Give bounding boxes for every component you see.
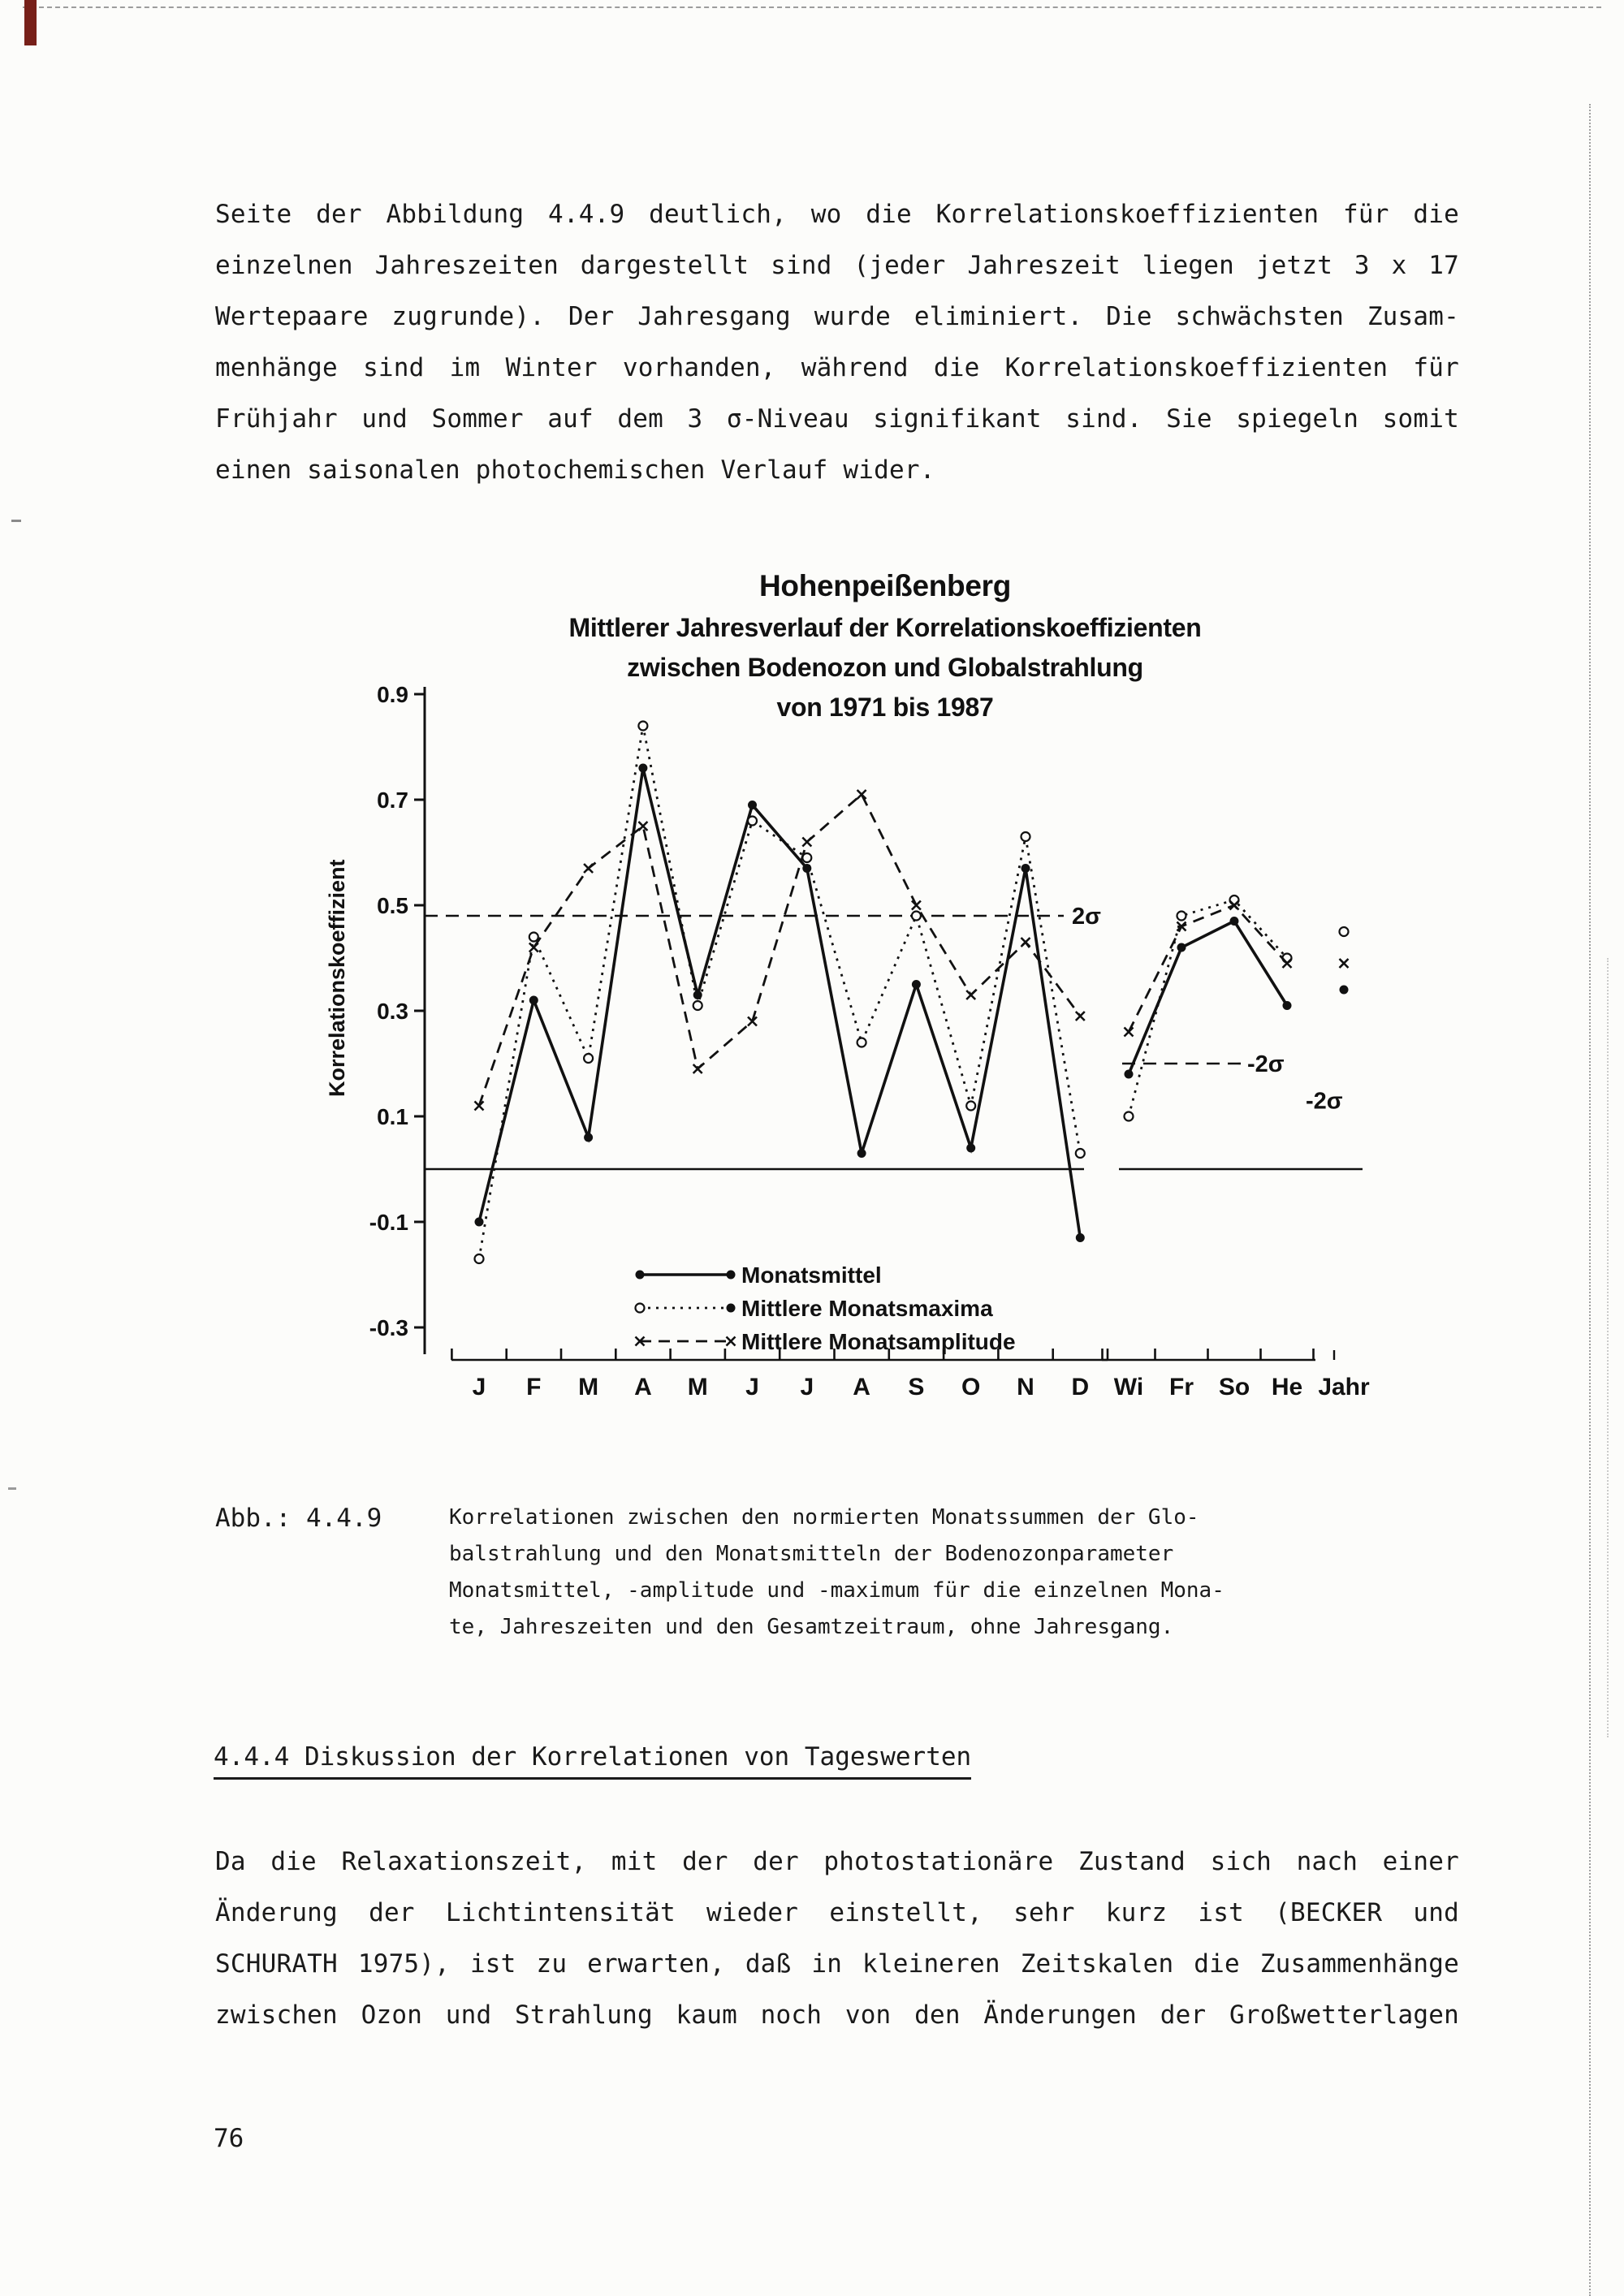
text-line: Monatsmittel, -amplitude und -maximum für die einzelnen Mona- <box>449 1578 1224 1603</box>
text-line: Frühjahr und Sommer auf dem 3 σ-Niveau signifikant sind. Sie spiegeln somit <box>215 404 1459 434</box>
x-marker <box>638 822 647 831</box>
text-line: Änderung der Lichtintensität wieder einstellt, sehr kurz ist (BECKER und <box>215 1898 1459 1927</box>
circle-marker <box>529 933 538 942</box>
x-tick-label: A <box>634 1374 652 1400</box>
circle-marker <box>966 1102 975 1111</box>
x-tick-label: He <box>1271 1374 1303 1400</box>
x-tick-label: Fr <box>1169 1374 1194 1400</box>
x-marker <box>912 901 921 910</box>
y-tick-label: -0.3 <box>369 1315 408 1340</box>
x-tick-label: O <box>961 1374 981 1400</box>
y-tick-label: 0.5 <box>377 893 408 918</box>
text-line: Hohenpeißenberg <box>758 569 1012 602</box>
x-marker <box>727 1337 736 1346</box>
x-tick-label: M <box>578 1374 599 1400</box>
x-tick-label: J <box>800 1374 814 1400</box>
series-line-months <box>479 768 1080 1238</box>
y-tick-label: -0.1 <box>369 1210 408 1235</box>
circle-marker <box>1076 1149 1085 1158</box>
x-marker <box>966 990 975 999</box>
y-tick-label: 0.1 <box>377 1104 408 1129</box>
dot-marker <box>1340 986 1349 995</box>
circle-marker <box>636 1304 645 1313</box>
legend-label: Monatsmittel <box>741 1262 882 1288</box>
circle-marker <box>748 817 757 826</box>
scan-artifact-red-mark <box>24 0 37 45</box>
paragraph-bottom <box>215 1836 1459 2041</box>
dot-marker <box>966 1144 975 1153</box>
dot-marker <box>636 1271 645 1280</box>
x-tick-label: J <box>472 1374 486 1400</box>
text-line: Seite der Abbildung 4.4.9 deutlich, wo die Korrelationskoeffizienten für die <box>215 200 1459 229</box>
x-marker <box>802 838 811 847</box>
text-line: zwischen Ozon und Strahlung kaum noch von den Änderungen der Großwetterlagen <box>215 2000 1459 2030</box>
text-line: Wertepaare zugrunde). Der Jahresgang wurde eliminiert. Die schwächsten Zusam- <box>215 302 1459 331</box>
page-number: 76 <box>214 2124 244 2153</box>
dot-marker <box>1283 1001 1292 1010</box>
circle-marker <box>1021 832 1030 841</box>
x-tick-label: S <box>908 1374 925 1400</box>
circle-marker <box>1125 1112 1134 1121</box>
circle-marker <box>638 722 647 731</box>
legend-label: Mittlere Monatsmaxima <box>741 1296 993 1321</box>
text-line: Korrelationen zwischen den normierten Monatssummen der Glo- <box>449 1505 1199 1530</box>
text-line: einen saisonalen photochemischen Verlauf wider. <box>215 455 935 485</box>
x-marker <box>529 943 538 952</box>
dot-marker <box>529 996 538 1005</box>
x-marker <box>1125 1028 1134 1037</box>
x-tick-label: Wi <box>1113 1374 1144 1400</box>
dot-marker <box>1125 1070 1134 1079</box>
dot-marker <box>727 1304 736 1313</box>
circle-marker <box>1340 927 1349 936</box>
figure-caption-label: Abb.: 4.4.9 <box>215 1504 382 1533</box>
x-tick-label: A <box>853 1374 870 1400</box>
x-tick-label: So <box>1218 1374 1250 1400</box>
chart-svg <box>349 674 1453 1453</box>
sigma-label: 2σ <box>1072 904 1101 930</box>
dot-marker <box>857 1149 866 1158</box>
dot-marker <box>748 801 757 809</box>
dot-marker <box>584 1133 593 1142</box>
dot-marker <box>1230 917 1239 926</box>
dot-marker <box>1177 943 1186 952</box>
dot-marker <box>638 764 647 773</box>
text-line: balstrahlung und den Monatsmitteln der Bodenozonparameter <box>449 1542 1174 1566</box>
series-line-seasons <box>1129 900 1287 1117</box>
scan-artifact-left-dash <box>11 520 21 522</box>
chart-y-axis-label: Korrelationskoeffizient <box>325 859 349 1098</box>
circle-marker <box>693 1001 702 1010</box>
figure-chart <box>309 564 1470 1465</box>
circle-marker <box>857 1038 866 1047</box>
text-line: Mittlerer Jahresverlauf der Korrelationskoeffizienten <box>568 613 1202 642</box>
x-marker <box>584 864 593 873</box>
scan-artifact-right-line-2 <box>1607 958 1609 1737</box>
x-marker <box>1076 1012 1085 1021</box>
dot-marker <box>1076 1233 1085 1242</box>
text-line: zwischen Bodenozon und Globalstrahlung <box>627 653 1143 682</box>
legend-label: Mittlere Monatsamplitude <box>741 1329 1016 1354</box>
text-line: einzelnen Jahreszeiten dargestellt sind (jeder Jahreszeit liegen jetzt 3 x 17 <box>215 251 1459 280</box>
text-line: menhänge sind im Winter vorhanden, während die Korrelationskoeffizienten für <box>215 353 1459 382</box>
section-heading <box>214 1742 971 1772</box>
x-tick-label: N <box>1017 1374 1034 1400</box>
text-line: Da die Relaxationszeit, mit der der photostationäre Zustand sich nach einer <box>215 1847 1459 1876</box>
dot-marker <box>912 980 921 989</box>
x-tick-label: Jahr <box>1318 1374 1370 1400</box>
paragraph-top <box>215 189 1459 496</box>
y-tick-label: 0.9 <box>377 682 408 707</box>
y-tick-label: 0.7 <box>377 788 408 813</box>
sigma-label: -2σ <box>1247 1051 1285 1077</box>
circle-marker <box>912 912 921 921</box>
x-marker <box>693 1064 702 1073</box>
dot-marker <box>727 1271 736 1280</box>
scan-artifact-left-dash-2 <box>8 1487 16 1490</box>
scan-artifact-top-rule <box>23 6 1601 8</box>
scan-artifact-right-line <box>1589 104 1591 2296</box>
x-marker <box>857 790 866 799</box>
x-tick-label: J <box>745 1374 759 1400</box>
x-tick-label: M <box>687 1374 708 1400</box>
x-tick-label: F <box>526 1374 542 1400</box>
dot-marker <box>475 1218 484 1227</box>
x-marker <box>1021 938 1030 947</box>
y-tick-label: 0.3 <box>377 999 408 1024</box>
circle-marker <box>1177 912 1186 921</box>
dot-marker <box>1021 864 1030 873</box>
section-heading-text: 4.4.4 Diskussion der Korrelationen von Tageswerten <box>214 1742 971 1780</box>
figure-caption-lines <box>449 1505 1224 1651</box>
circle-marker <box>475 1254 484 1263</box>
text-line: te, Jahreszeiten und den Gesamtzeitraum, ohne Jahresgang. <box>449 1615 1174 1639</box>
x-tick-label: D <box>1071 1374 1090 1400</box>
series-line-months <box>479 726 1080 1259</box>
text-line: von 1971 bis 1987 <box>776 693 994 722</box>
circle-marker <box>584 1054 593 1063</box>
text-line: SCHURATH 1975), ist zu erwarten, daß in kleineren Zeitskalen die Zusammenhänge <box>215 1949 1459 1979</box>
x-marker <box>1340 959 1349 968</box>
series-line-months <box>479 795 1080 1107</box>
sigma-label: -2σ <box>1306 1088 1343 1115</box>
